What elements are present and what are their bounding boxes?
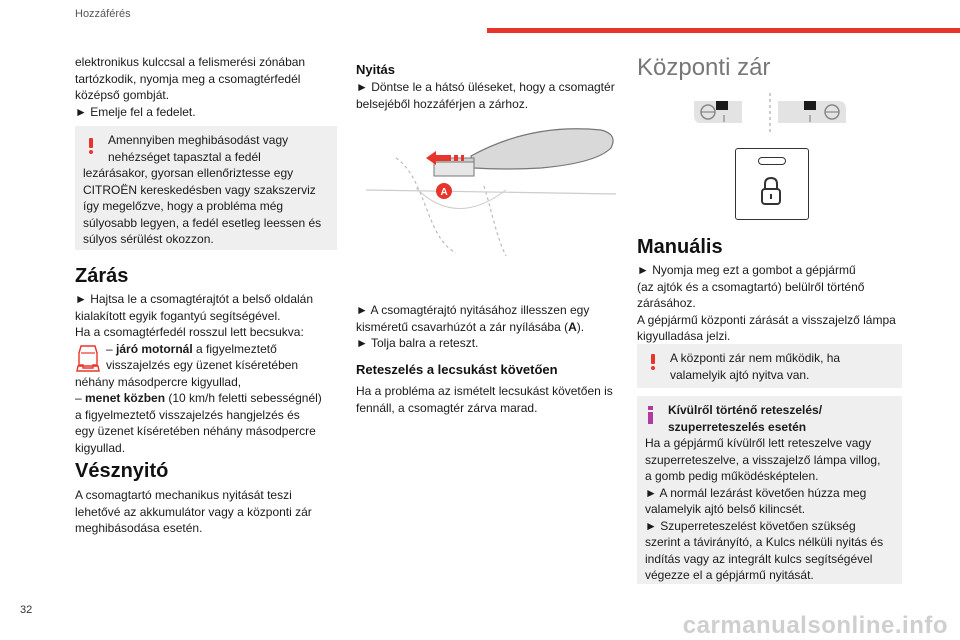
manualis-heading: Manuális (637, 236, 723, 258)
steps-text: ► A csomagtérajtó nyitásához illesszen egy kisméretű csavarhúzót a zár nyílásába (A). ► Tolja balra a reteszt. (356, 303, 590, 350)
page-number: 32 (20, 604, 33, 616)
info-box: Kívülről történő reteszelés/ szuperreteszelés esetén Ha a gépjármű kívülről lett reteszelve vagy szuperreteszelve, a visszajelző lámpa villog, a gomb pedig működésképtelen. ► A normál lezárást követően húzza meg valamelyik ajtó belső kilincsét. ► Szuperreteszelést követően szükség szerint a távirányító, a Kulcs nélküli nyitás és indítás vagy az integrált kulcs segítségével végezze el a gépjármű nyitását. (637, 396, 902, 584)
nyitas-text: ► Döntse le a hátsó üléseket, hogy a csomagtér belsejéből hozzáférjen a zárhoz. (356, 80, 615, 111)
trunk-lock-illustration (356, 118, 628, 266)
nyitas-heading: Nyitás (356, 62, 396, 77)
reteszeles-heading: Reteszelés a lecsukást követően (356, 362, 558, 377)
central-lock-warning-box: A központi zár nem működik, ha valamelyik ajtó nyitva van. (637, 344, 902, 388)
figure-label-a: A (440, 187, 448, 198)
indicator-lamp (758, 157, 786, 165)
section-header: Hozzáférés (75, 8, 131, 20)
zaras-heading: Zárás (75, 265, 129, 287)
warning-box: Amennyiben meghibásodást vagy nehézséget tapasztal a fedél lezárásakor, gyorsan ellenőriztesse egy CITROËN kereskedésben vagy szakszerviz így megelőzve, hogy a probléma még súlyosabb legyen, a fedél esetleg leessen és súlyos sérülést okozzon. (75, 126, 337, 250)
warning-icon (650, 354, 656, 368)
steering-wheel-diagram (690, 93, 850, 133)
central-lock-button (735, 148, 809, 220)
zaras-text: ► Hajtsa le a csomagtérajtót a belső oldalán kialakított egyik fogantyú segítségével. Ha a csomagtérfedél rosszul lett becsukva: – járó motornál a figyelmeztető visszajelzés egy üzenet kíséretében néhány másodpercre kigyullad, – menet közben (10 km/h feletti sebességnél) a figyelmeztető visszajelzés hangjelzés és egy üzenet kíséretében néhány másodpercre kigyullad. (75, 292, 322, 455)
vesznyito-text: A csomagtartó mechanikus nyitását teszi lehetővé az akkumulátor vagy a központi zár meghibásodása esetén. (75, 488, 312, 535)
warning-icon (88, 138, 94, 152)
vesznyito-heading: Vésznyitó (75, 460, 169, 482)
reteszeles-text: Ha a probléma az ismételt lecsukást követően is fennáll, a csomagtér zárva marad. (356, 384, 613, 415)
kozponti-zar-title: Központi zár (637, 54, 771, 81)
header-accent-bar (487, 28, 960, 33)
watermark: carmanualsonline.info (682, 612, 948, 639)
intro-text: elektronikus kulccsal a felismerési zónában tartózkodik, nyomja meg a csomagtérfedél középső gombját. ► Emelje fel a fedelet. (75, 55, 306, 119)
car-open-trunk-icon (75, 343, 101, 373)
padlock-icon (758, 175, 784, 207)
manualis-text: ► Nyomja meg ezt a gombot a gépjármű (az ajtók és a csomagtartó) belülről történő zárásához. A gépjármű központi zárását a visszajelző lámpa kigyulladása jelzi. (637, 263, 896, 343)
info-icon (648, 406, 654, 424)
